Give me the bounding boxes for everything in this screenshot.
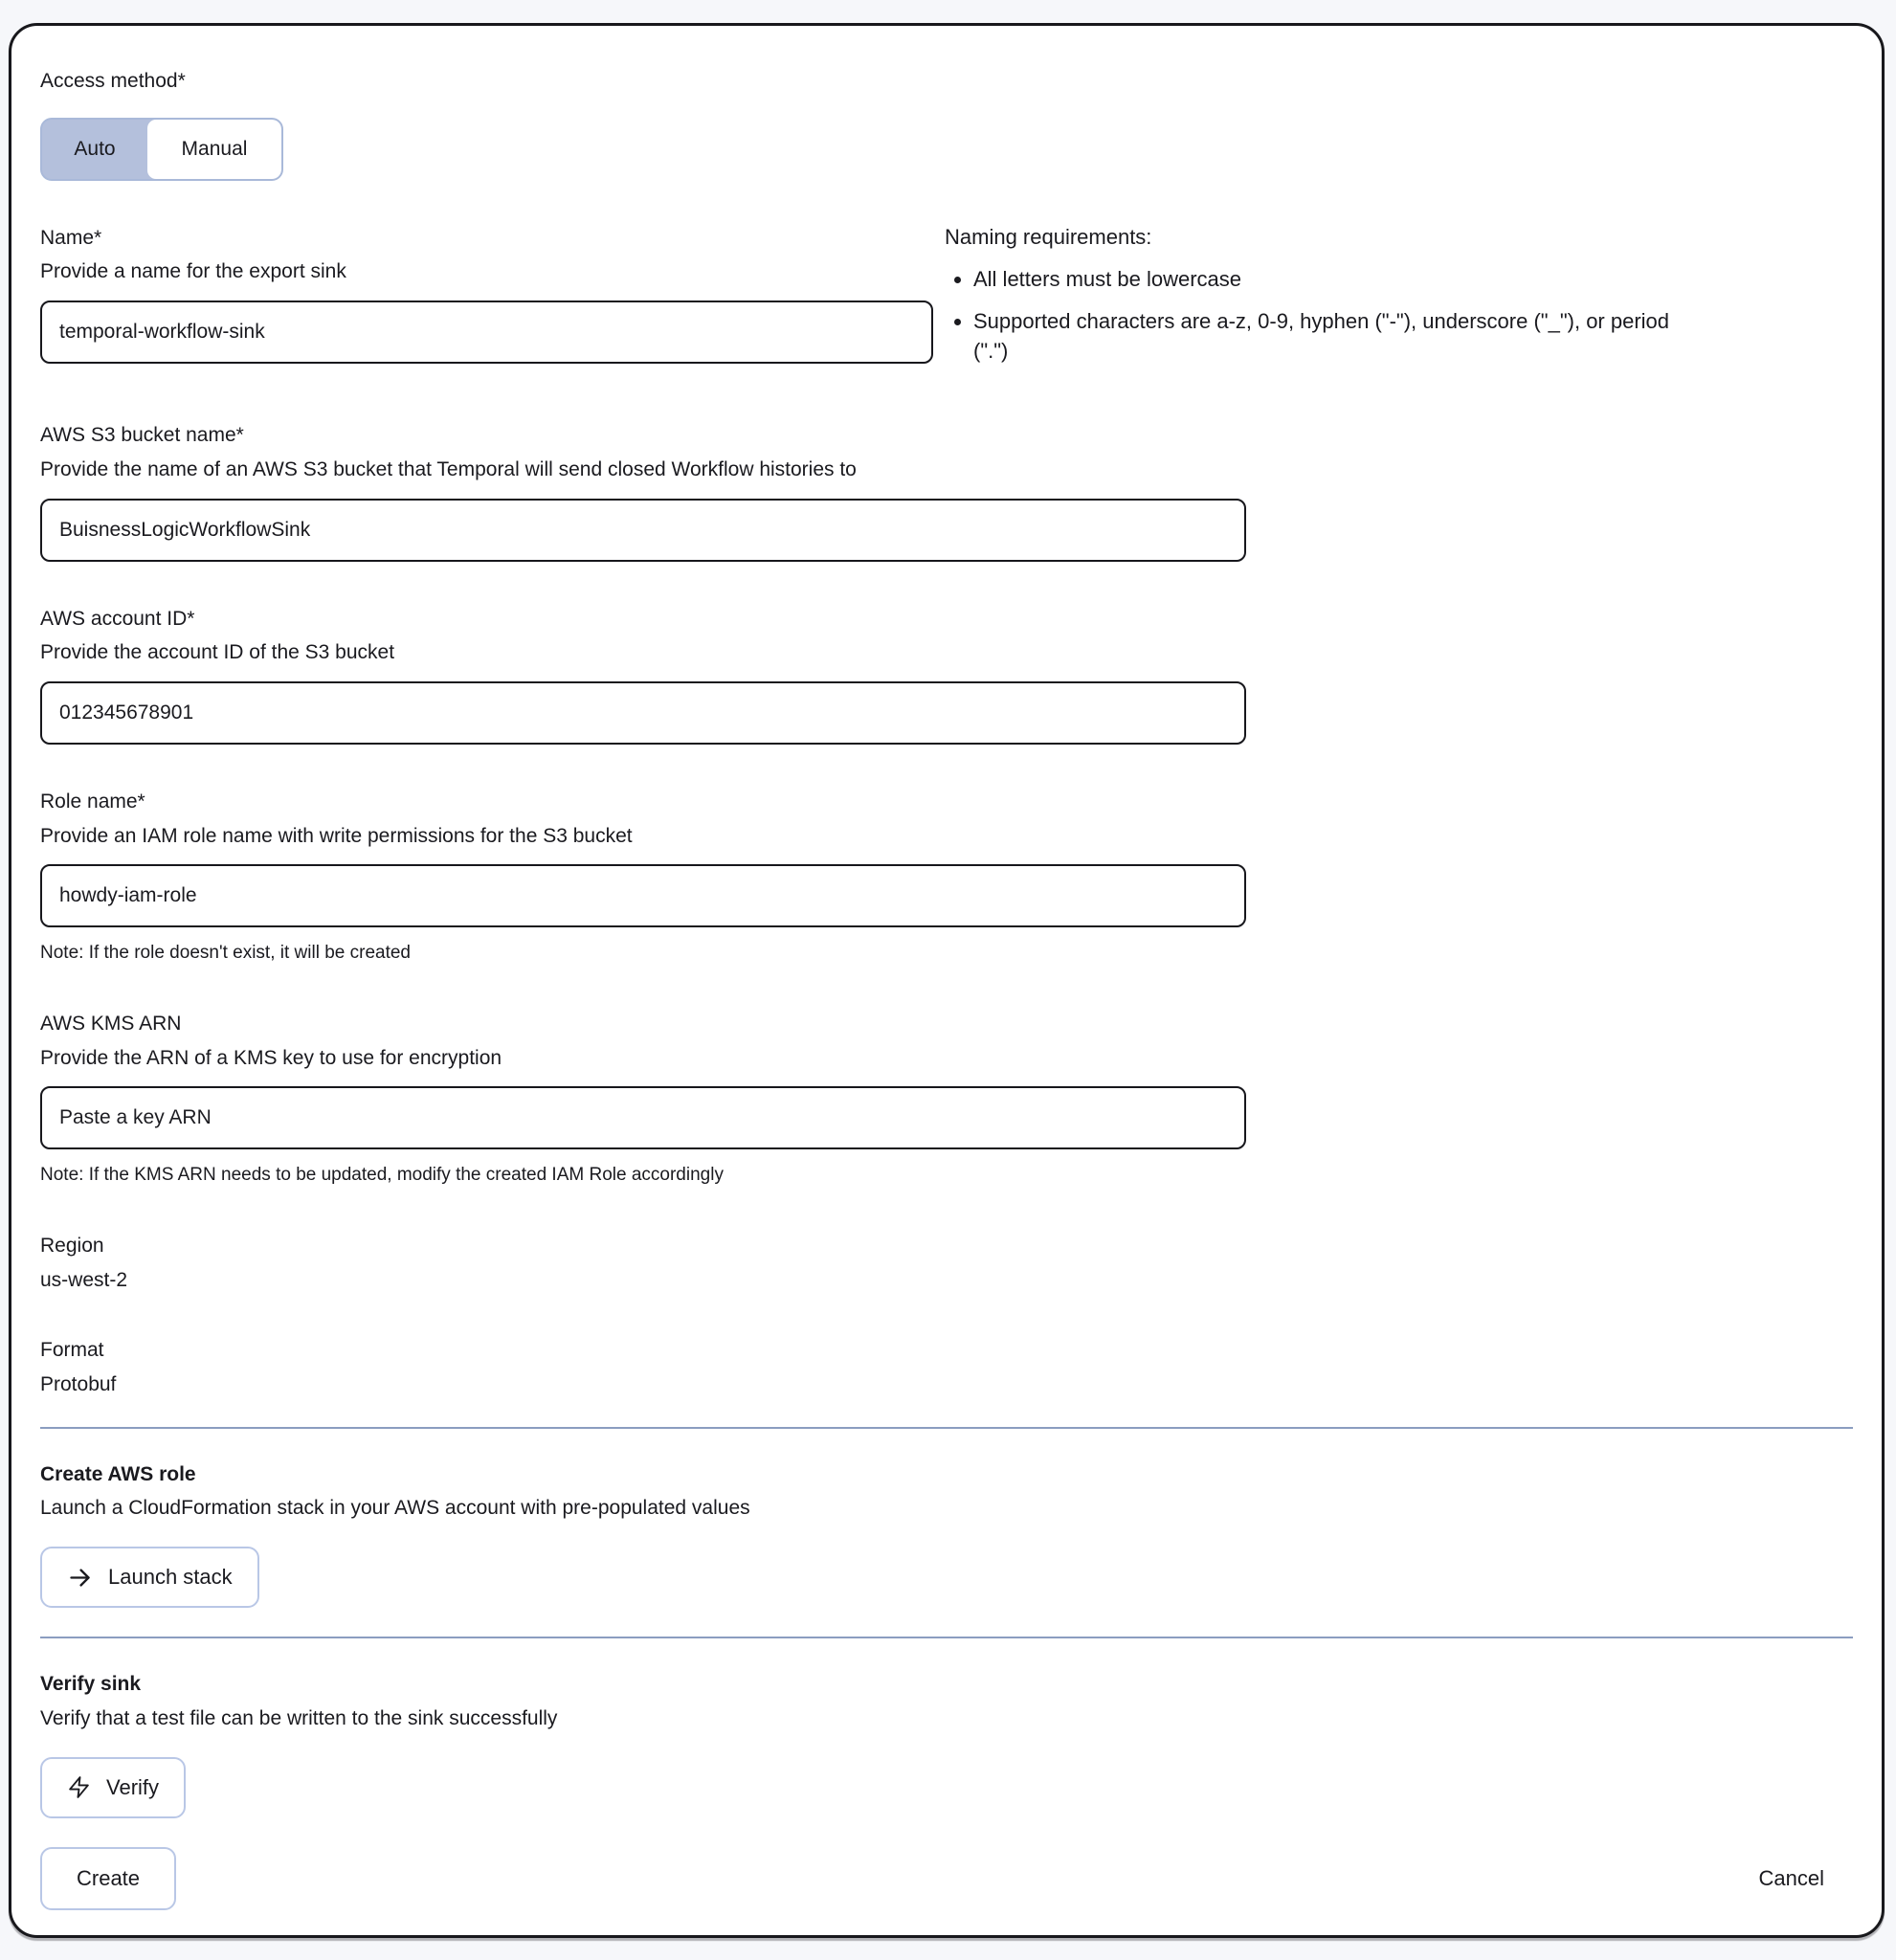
kms-label: AWS KMS ARN (40, 1013, 182, 1036)
region-value: us-west-2 (40, 1268, 128, 1291)
launch-stack-button-label: Launch stack (108, 1565, 233, 1590)
kms-note: Note: If the KMS ARN needs to be updated, modify the created IAM Role accordingly (40, 1165, 724, 1186)
role-label: Role name* (40, 791, 145, 813)
bucket-input[interactable] (40, 499, 1246, 562)
naming-requirements (945, 221, 1691, 379)
role-field-group (40, 785, 1853, 967)
bucket-label: AWS S3 bucket name* (40, 424, 244, 447)
region-label: Region (40, 1235, 104, 1258)
name-and-requirements-row (40, 221, 1853, 379)
cancel-button[interactable]: Cancel (1753, 1865, 1830, 1892)
verify-button-label: Verify (106, 1774, 160, 1799)
format-value: Protobuf (40, 1373, 117, 1396)
account-input[interactable] (40, 681, 1246, 745)
create-aws-role-description: Launch a CloudFormation stack in your AWS account with pre-populated values (40, 1497, 750, 1520)
create-button[interactable]: Create (40, 1847, 176, 1910)
name-label: Name* (40, 226, 102, 249)
account-description: Provide the account ID of the S3 bucket (40, 641, 395, 664)
access-method-toggle (40, 118, 283, 181)
divider (40, 1427, 1853, 1429)
naming-requirements-list (945, 264, 1691, 368)
create-aws-role-title: Create AWS role (40, 1462, 196, 1485)
create-aws-role-section (40, 1458, 1853, 1608)
role-description: Provide an IAM role name with write permissions for the S3 bucket (40, 824, 633, 847)
format-label: Format (40, 1339, 104, 1362)
access-method-option-manual[interactable]: Manual (147, 120, 281, 179)
account-label: AWS account ID* (40, 607, 195, 630)
format-readonly-group (40, 1333, 1853, 1401)
kms-field-group (40, 1007, 1853, 1189)
kms-input[interactable] (40, 1086, 1246, 1149)
launch-stack-button[interactable] (40, 1547, 259, 1608)
verify-sink-title: Verify sink (40, 1673, 142, 1696)
form-actions-row (40, 1847, 1853, 1910)
role-input[interactable] (40, 864, 1246, 927)
name-input[interactable] (40, 301, 933, 364)
arrow-right-icon (67, 1565, 93, 1591)
access-method-option-auto[interactable]: Auto (42, 120, 147, 179)
export-sink-form-panel (9, 23, 1885, 1938)
lightning-icon (67, 1775, 91, 1799)
name-field-group (40, 221, 933, 379)
naming-requirements-title: Naming requirements: (945, 224, 1152, 249)
naming-requirement-item: • All letters must be lowercase (973, 264, 1691, 295)
region-readonly-group (40, 1229, 1853, 1297)
role-note: Note: If the role doesn't exist, it will be created (40, 943, 411, 964)
name-description: Provide a name for the export sink (40, 260, 346, 283)
naming-requirement-item: • Supported characters are a-z, 0-9, hyphen ("-"), underscore ("_"), or period (".") (973, 306, 1691, 368)
verify-sink-section (40, 1667, 1853, 1817)
kms-description: Provide the ARN of a KMS key to use for encryption (40, 1046, 502, 1069)
bucket-field-group (40, 418, 1853, 561)
access-method-label: Access method* (40, 70, 186, 92)
divider (40, 1637, 1853, 1638)
account-field-group (40, 602, 1853, 745)
bucket-description: Provide the name of an AWS S3 bucket that Temporal will send closed Workflow histories to (40, 458, 857, 481)
verify-button[interactable] (40, 1757, 186, 1818)
verify-sink-description: Verify that a test file can be written to the sink successfully (40, 1706, 558, 1729)
